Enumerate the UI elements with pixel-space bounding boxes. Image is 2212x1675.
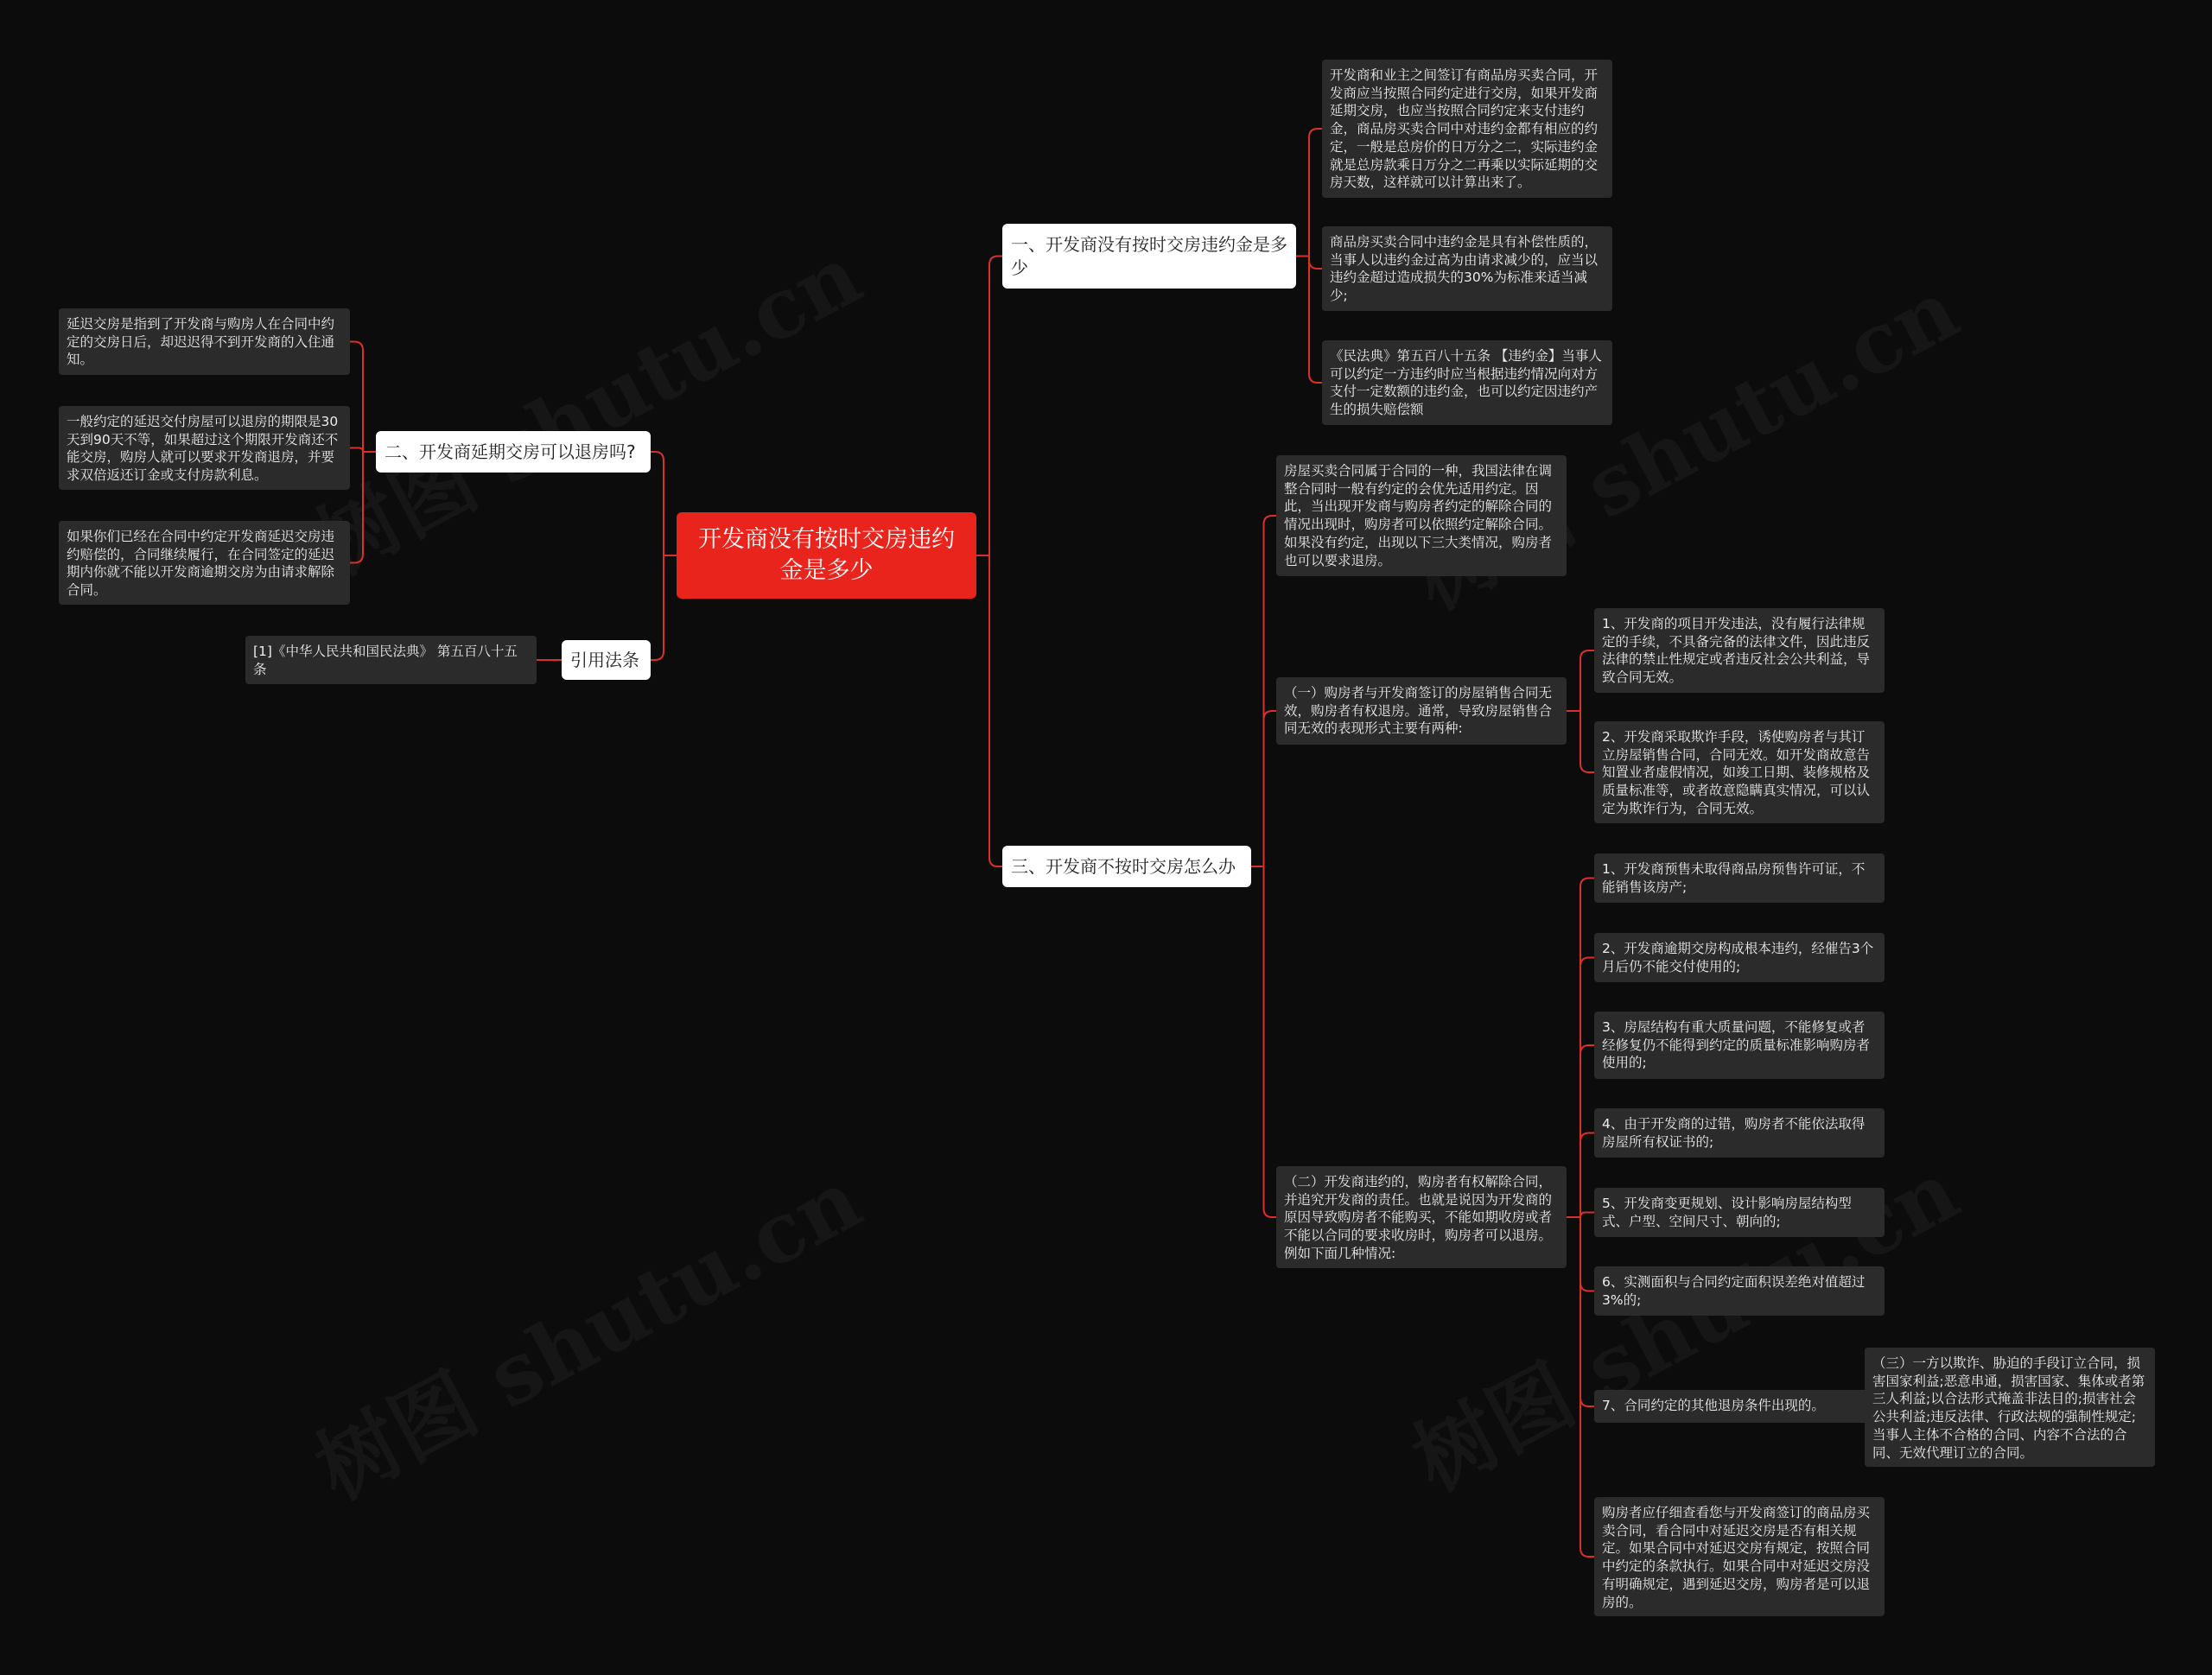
- root-right-connector-edge-1: [989, 555, 1002, 866]
- root-left-connector-edge-0: [651, 452, 664, 555]
- leaf-contract-continues[interactable]: 如果你们已经在合同中约定开发商延迟交房违约赔偿的，合同继续履行，在合同签定的延迟期内你就不能以开发商逾期交房为由请求解除合同。: [59, 521, 350, 605]
- leaf-invalid-contract-types[interactable]: （三）一方以欺诈、胁迫的手段订立合同，损害国家利益;恶意串通，损害国家、集体或者第三人利益;以合法形式掩盖非法目的;损害社会公共利益;违反法律、行政法规的强制性规定;当事人主体不合格的合同、内容不合法的合同、无效代理订立的合同。: [1865, 1348, 2155, 1467]
- sub2-connector-edge-3: [1580, 1133, 1594, 1218]
- sub1-connector-edge-0: [1580, 650, 1594, 711]
- leaf-no-presale-permit[interactable]: 1、开发商预售未取得商品房预售许可证，不能销售该房产;: [1594, 853, 1885, 903]
- leaf-fraud[interactable]: 2、开发商采取欺诈手段，诱使购房者与其订立房屋销售合同，合同无效。如开发商故意告知置业者虚假情况，如竣工日期、装修规格及质量标准等，或者故意隐瞒真实情况，可以认定为欺诈行为，合同无效。: [1594, 721, 1885, 823]
- sub1-connector: [1567, 650, 1594, 772]
- leaf-penalty-calculation[interactable]: 开发商和业主之间签订有商品房买卖合同，开发商应当按照合同约定进行交房，如果开发商延期交房，也应当按照合同约定来支付违约金，商品房买卖合同中对违约金都有相应的约定，一般是总房价的日万分之二，实际违约金就是总房款乘日万分之二再乘以实际延期的交房天数，这样就可以计算出来了。: [1322, 60, 1612, 198]
- sub2-connector-edge-2: [1580, 1045, 1594, 1217]
- q1-connector: [1296, 129, 1322, 383]
- leaf-no-ownership-cert[interactable]: 4、由于开发商的过错，购房者不能依法取得房屋所有权证书的;: [1594, 1108, 1885, 1158]
- q2-connector-edge-2: [350, 452, 363, 563]
- sub2-connector-edge-4: [1580, 1213, 1594, 1218]
- q3-connector: [1251, 516, 1276, 1217]
- leaf-illegal-project[interactable]: 1、开发商的项目开发违法，没有履行法律规定的手续，不具备完备的法律文件，因此违反法律的禁止性规定或者违反社会公共利益，导致合同无效。: [1594, 608, 1885, 693]
- leaf-overdue-delivery[interactable]: 2、开发商逾期交房构成根本违约，经催告3个月后仍不能交付使用的;: [1594, 933, 1885, 982]
- leaf-check-contract[interactable]: 购房者应仔细查看您与开发商签订的商品房买卖合同，看合同中对延迟交房是否有相关规定。如果合同中对延迟交房有规定，按照合同中约定的条款执行。如果合同中对延迟交房没有明确规定，遇到延迟交房，购房者是可以退房的。: [1594, 1497, 1885, 1616]
- root-right-connector: [976, 257, 1002, 867]
- leaf-plan-change[interactable]: 5、开发商变更规划、设计影响房屋结构型式、户型、空间尺寸、朝向的;: [1594, 1188, 1885, 1237]
- q3-connector-edge-1: [1264, 711, 1277, 866]
- sub2-connector-edge-1: [1580, 958, 1594, 1218]
- root-left-connector: [651, 452, 677, 660]
- sub2-connector-edge-5: [1580, 1217, 1594, 1291]
- branch-what-to-do[interactable]: 三、开发商不按时交房怎么办: [1002, 846, 1251, 887]
- q2-connector: [350, 342, 376, 563]
- q1-connector-edge-0: [1309, 129, 1322, 257]
- leaf-developer-breach[interactable]: （二）开发商违约的，购房者有权解除合同，并追究开发商的责任。也就是说因为开发商的原因导致购房者不能购买，不能如期收房或者不能以合同的要求收房时，购房者可以退房。例如下面几种情况:: [1276, 1166, 1567, 1268]
- branch-delay-refund[interactable]: 二、开发商延期交房可以退房吗?: [376, 431, 651, 473]
- q1-connector-edge-1: [1309, 257, 1322, 270]
- q3-connector-edge-0: [1264, 516, 1277, 866]
- q1-connector-edge-2: [1309, 257, 1322, 384]
- leaf-penalty-compensatory[interactable]: 商品房买卖合同中违约金是具有补偿性质的，当事人以违约金过高为由请求减少的，应当以违约金超过造成损失的30%为标准来适当减少;: [1322, 226, 1612, 311]
- root-right-connector-edge-0: [989, 257, 1002, 556]
- leaf-civil-code-585[interactable]: [1]《中华人民共和国民法典》 第五百八十五条: [245, 636, 537, 684]
- root-left-connector-edge-1: [651, 555, 664, 660]
- sub2-connector: [1567, 879, 1594, 1558]
- leaf-civil-code-article[interactable]: 《民法典》第五百八十五条 【违约金】当事人可以约定一方违约时应当根据违约情况向对方支付一定数额的违约金，也可以约定因违约产生的损失赔偿额: [1322, 340, 1612, 425]
- leaf-area-error[interactable]: 6、实测面积与合同约定面积误差绝对值超过3%的;: [1594, 1266, 1885, 1316]
- q2-connector-edge-1: [350, 448, 363, 453]
- leaf-invalid-contract[interactable]: （一）购房者与开发商签订的房屋销售合同无效，购房者有权退房。通常，导致房屋销售合同无效的表现形式主要有两种:: [1276, 677, 1567, 745]
- sub2-connector-edge-6: [1580, 1217, 1594, 1406]
- branch-penalty-amount[interactable]: 一、开发商没有按时交房违约金是多少: [1002, 224, 1296, 289]
- q2-connector-edge-0: [350, 342, 363, 453]
- root-topic[interactable]: 开发商没有按时交房违约金是多少: [677, 512, 976, 599]
- leaf-contract-intro[interactable]: 房屋买卖合同属于合同的一种，我国法律在调整合同时一般有约定的会优先适用约定。因此，当出现开发商与购房者约定的解除合同的情况出现时，购房者可以依照约定解除合同。如果没有约定，出现以下三大类情况，购房者也可以要求退房。: [1276, 455, 1567, 576]
- q3-connector-edge-2: [1264, 866, 1277, 1217]
- leaf-refund-period[interactable]: 一般约定的延迟交付房屋可以退房的期限是30天到90天不等，如果超过这个期限开发商还不能交房，购房人就可以要求开发商退房，并要求双倍返还订金或支付房款利息。: [59, 406, 350, 490]
- leaf-delay-definition[interactable]: 延迟交房是指到了开发商与购房人在合同中约定的交房日后，却迟迟得不到开发商的入住通知。: [59, 308, 350, 375]
- leaf-quality-issue[interactable]: 3、房屋结构有重大质量问题，不能修复或者经修复仍不能得到约定的质量标准影响购房者使用的;: [1594, 1012, 1885, 1079]
- sub1-connector-edge-1: [1580, 711, 1594, 772]
- sub2-connector-edge-7: [1580, 1217, 1594, 1557]
- leaf-other-conditions[interactable]: 7、合同约定的其他退房条件出现的。: [1594, 1390, 1885, 1423]
- branch-cited-law[interactable]: 引用法条: [562, 640, 651, 680]
